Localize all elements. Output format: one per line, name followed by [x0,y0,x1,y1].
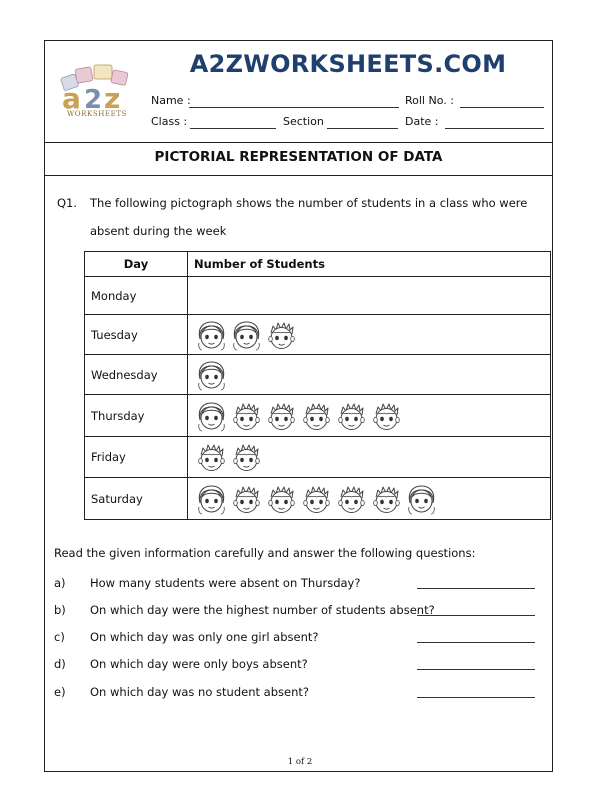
rollno-field[interactable] [460,95,544,108]
question-label-e: e) [54,685,66,699]
answer-line-d[interactable] [417,669,535,670]
boy-face-icon [299,483,334,517]
question-number: Q1. [57,196,78,210]
boy-face-icon [229,483,264,517]
name-field[interactable] [189,95,399,108]
boy-face-icon [334,483,369,517]
day-cell: Saturday [85,478,188,520]
boy-face-icon [369,400,404,434]
section-label: Section [283,115,324,128]
pictograph-table [84,251,551,520]
girl-face-icon [229,319,264,353]
boy-face-icon [369,483,404,517]
date-field[interactable] [445,116,544,129]
answer-line-e[interactable] [417,697,535,698]
instructions: Read the given information carefully and answer the following questions: [54,546,476,560]
girl-face-icon [194,400,229,434]
page-number: 1 of 2 [287,757,313,767]
svg-text:z: z [104,82,121,115]
boy-face-icon [194,441,229,475]
pictograph-row [85,395,551,437]
section-field[interactable] [327,116,398,129]
students-cell [188,437,551,478]
answer-line-c[interactable] [417,642,535,643]
girl-face-icon [194,483,229,517]
title-divider [44,175,553,176]
question-c: On which day was only one girl absent? [90,630,319,644]
students-cell [188,315,551,355]
pictograph-row [85,355,551,395]
pictograph-row [85,478,551,520]
girl-face-icon [194,319,229,353]
class-label: Class : [151,115,188,128]
name-label: Name : [151,94,191,107]
question-label-c: c) [54,630,65,644]
date-label: Date : [405,115,439,128]
boy-face-icon [264,400,299,434]
day-cell: Wednesday [85,355,188,395]
svg-text:a: a [62,82,81,115]
header-students: Number of Students [188,252,551,277]
question-label-d: d) [54,657,66,671]
rollno-label: Roll No. : [405,94,454,107]
boy-face-icon [264,483,299,517]
question-e: On which day was no student absent? [90,685,309,699]
boy-face-icon [229,400,264,434]
header-divider [44,142,553,143]
boy-face-icon [334,400,369,434]
boy-face-icon [229,441,264,475]
boy-face-icon [299,400,334,434]
pictograph-row [85,277,551,315]
answer-line-a[interactable] [417,588,535,589]
day-cell: Tuesday [85,315,188,355]
girl-face-icon [404,483,439,517]
day-cell: Monday [85,277,188,315]
question-label-b: b) [54,603,66,617]
header-day: Day [85,252,188,277]
question-b: On which day were the highest number of students absent? [90,603,435,617]
question-label-a: a) [54,576,66,590]
day-cell: Friday [85,437,188,478]
students-cell [188,355,551,395]
a2z-logo [54,62,140,132]
worksheet-title: PICTORIAL REPRESENTATION OF DATA [154,149,443,165]
pictograph-row [85,437,551,478]
pictograph-row [85,315,551,355]
girl-face-icon [194,359,229,393]
site-title: A2ZWORKSHEETS.COM [189,50,507,78]
students-cell [188,277,551,315]
logo-text: WORKSHEETS [66,110,128,118]
question-text: The following pictograph shows the number of students in a class who were absent during the week [90,196,528,238]
students-cell [188,478,551,520]
answer-line-b[interactable] [417,615,535,616]
students-cell [188,395,551,437]
question-d: On which day were only boys absent? [90,657,308,671]
question-a: How many students were absent on Thursday? [90,576,361,590]
class-field[interactable] [190,116,276,129]
boy-face-icon [264,319,299,353]
day-cell: Thursday [85,395,188,437]
svg-text:2: 2 [84,85,103,115]
